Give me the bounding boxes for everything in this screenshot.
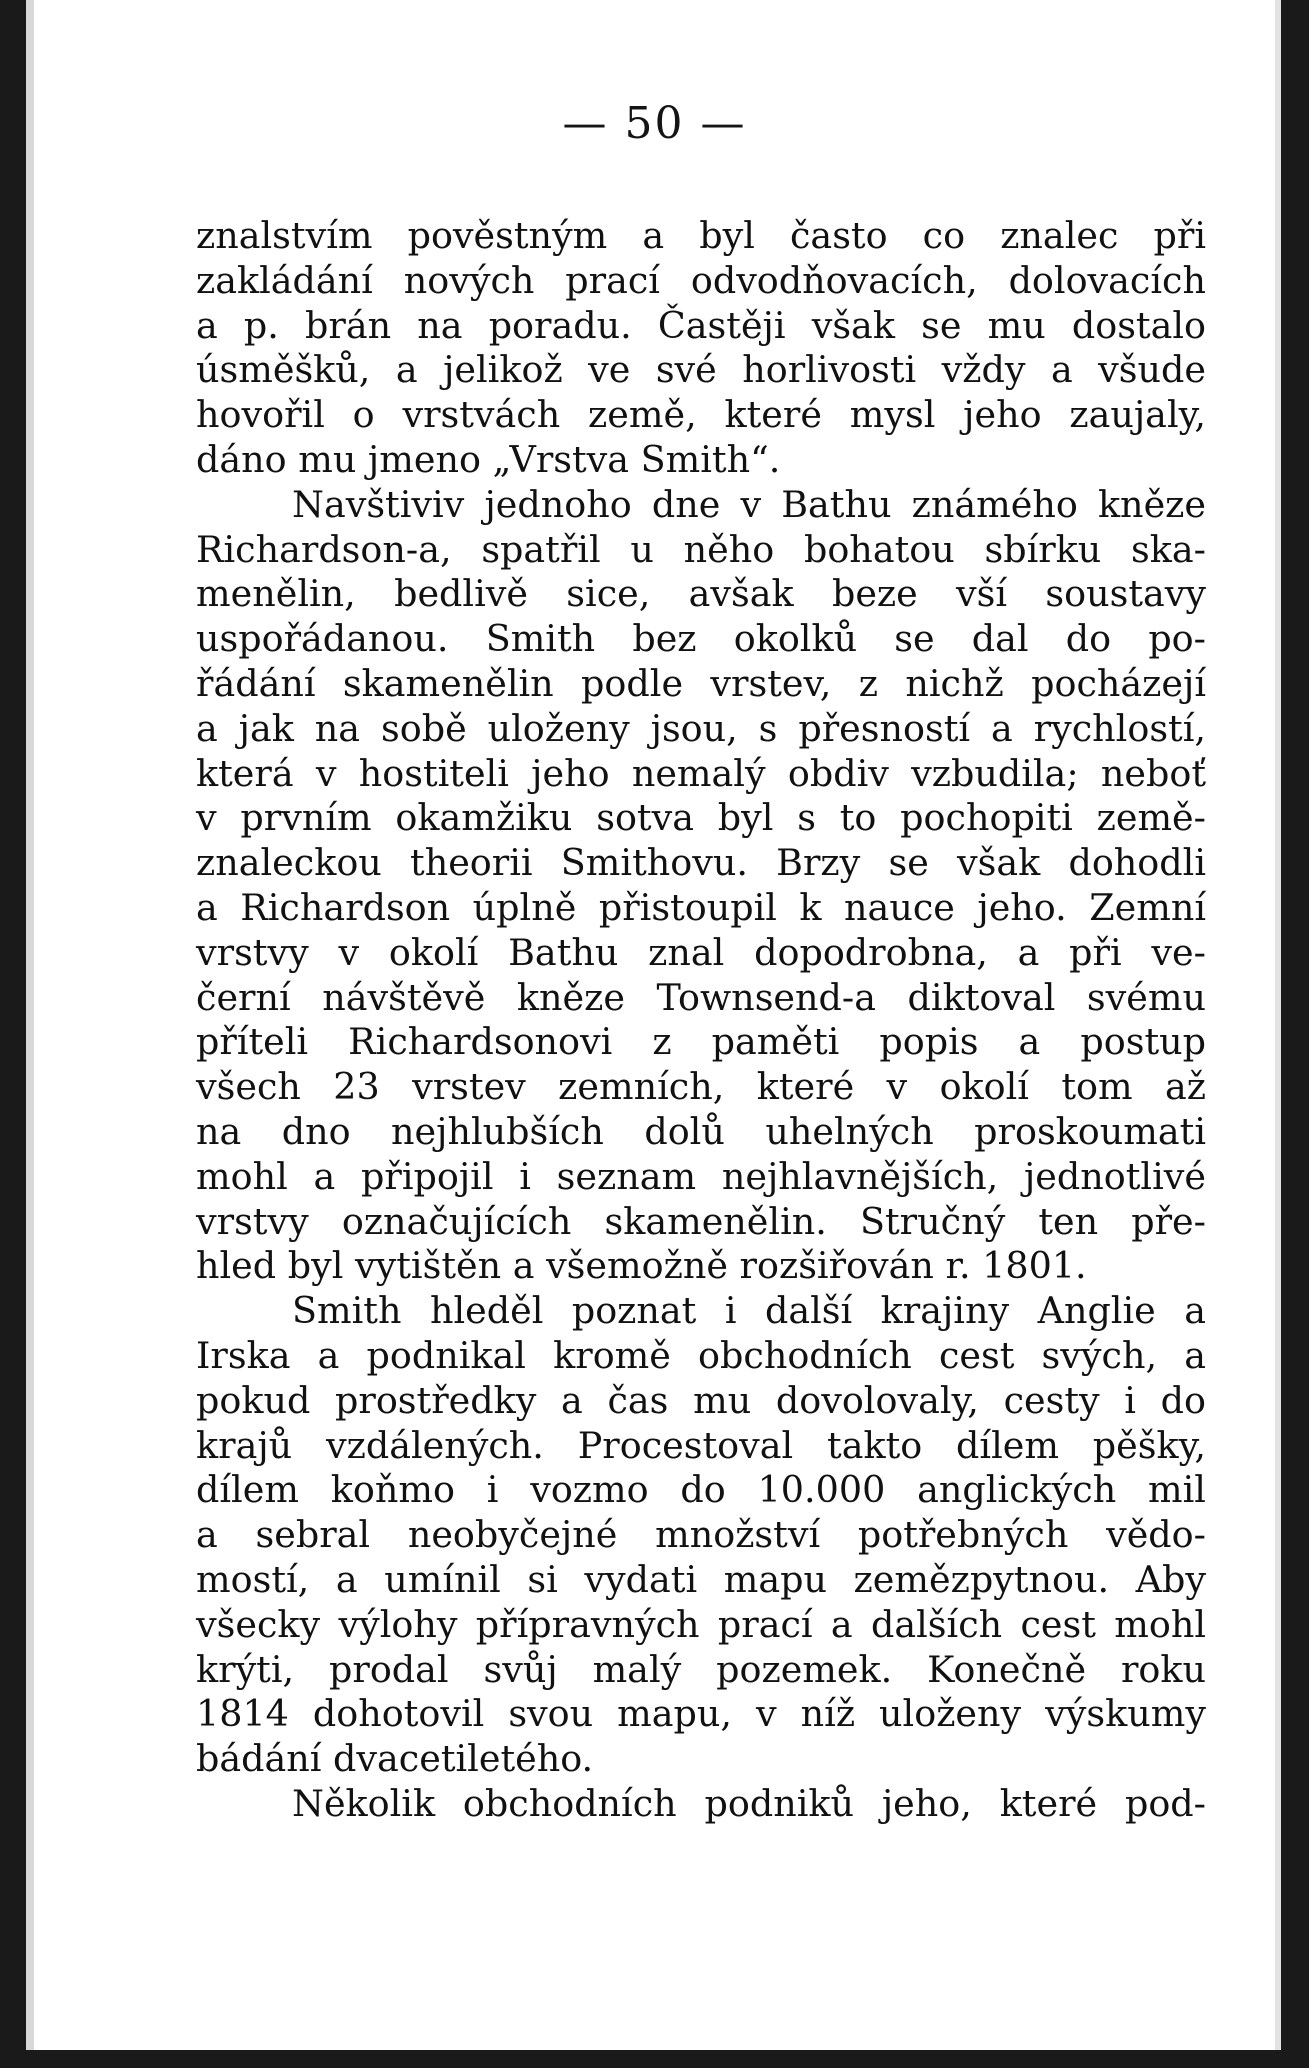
text-line: v prvním okamžiku sotva byl s to pochopiti země- [196, 796, 1206, 840]
text-line: Smith hleděl poznat i další krajiny Anglie a [292, 1289, 1206, 1333]
text-line: řádání skamenělin podle vrstev, z nichž pocházejí [196, 661, 1206, 705]
text-line: Irska a podnikal kromě obchodních cest svých, a [196, 1333, 1206, 1377]
body-text [196, 214, 1206, 1827]
text-line: hovořil o vrstvách země, které mysl jeho zaujaly, [196, 393, 1206, 437]
text-line: a jak na sobě uloženy jsou, s přesností a rychlostí, [196, 706, 1206, 750]
text-line: 1814 dohotovil svou mapu, v níž uloženy výskumy [196, 1692, 1206, 1736]
text-line: dáno mu jmeno „Vrstva Smith“. [196, 437, 781, 481]
text-line: všecky výlohy přípravných prací a dalších cest mohl [196, 1602, 1206, 1646]
scan-border-right-shadow [1275, 0, 1281, 2068]
text-line: zakládání nových prací odvodňovacích, dolovacích [196, 258, 1206, 302]
text-line: a sebral neobyčejné množství potřebných vědo- [196, 1513, 1206, 1557]
text-line: na dno nejhlubších dolů uhelných proskoumati [196, 1109, 1206, 1153]
scan-border-left-shadow [26, 0, 34, 2068]
text-line: mostí, a umínil si vydati mapu zemězpytnou. Aby [196, 1557, 1206, 1601]
text-line: a p. brán na poradu. Častěji však se mu dostalo [196, 303, 1206, 347]
text-line: pokud prostředky a čas mu dovolovaly, cesty i do [196, 1378, 1206, 1422]
text-line: Několik obchodních podniků jeho, které pod- [292, 1781, 1206, 1825]
text-line: dílem koňmo i vozmo do 10.000 anglických mil [196, 1468, 1206, 1512]
text-line: Richardson-a, spatřil u něho bohatou sbírku ska- [196, 527, 1206, 571]
text-line: Navštiviv jednoho dne v Bathu známého kněze [292, 482, 1206, 526]
text-line: příteli Richardsonovi z paměti popis a postup [196, 1020, 1206, 1064]
scan-border-left [0, 0, 26, 2068]
text-line: vrstvy označujících skamenělin. Stručný ten pře- [196, 1199, 1206, 1243]
text-line: úsměšků, a jelikož ve své horlivosti vždy a všude [196, 348, 1206, 392]
text-line: znalstvím pověstným a byl často co znalec při [196, 214, 1206, 257]
text-line: a Richardson úplně přistoupil k nauce jeho. Zemní [196, 885, 1206, 929]
text-line: která v hostiteli jeho nemalý obdiv vzbudila; neboť [196, 751, 1206, 795]
scan-border-right [1281, 0, 1309, 2068]
text-line: mohl a připojil i seznam nejhlavnějších, jednotlivé [196, 1154, 1206, 1198]
text-line: menělin, bedlivě sice, avšak beze vší soustavy [196, 572, 1206, 616]
text-line: znaleckou theorii Smithovu. Brzy se však dohodli [196, 841, 1206, 885]
text-line: vrstvy v okolí Bathu znal dopodrobna, a při ve- [196, 930, 1206, 974]
text-line: všech 23 vrstev zemních, které v okolí tom až [196, 1065, 1206, 1109]
text-line: bádání dvacetiletého. [196, 1737, 594, 1781]
text-line: černí návštěvě kněze Townsend-a diktoval svému [196, 975, 1206, 1019]
text-line: hled byl vytištěn a všemožně rozšiřován r. 1801. [196, 1244, 1087, 1288]
scan-border-bottom [0, 2050, 1309, 2068]
text-line: krajů vzdálených. Procestoval takto dílem pěšky, [196, 1423, 1206, 1467]
page-number: — 50 — [562, 98, 747, 149]
text-line: krýti, prodal svůj malý pozemek. Konečně roku [196, 1647, 1206, 1691]
text-line: uspořádanou. Smith bez okolků se dal do po- [196, 617, 1206, 661]
